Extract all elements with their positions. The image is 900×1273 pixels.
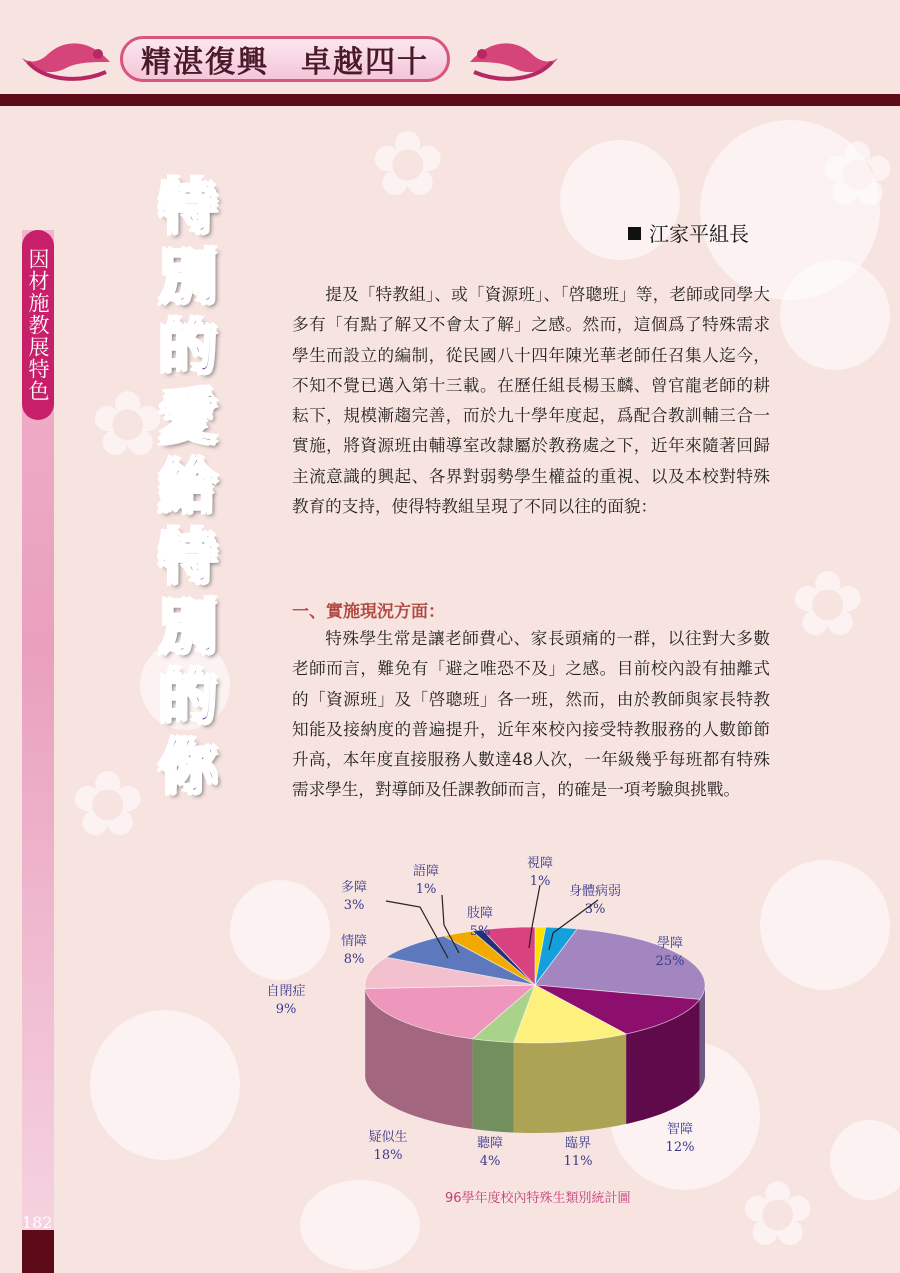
section-heading: 一、實施現況方面： (292, 602, 445, 622)
header-banner (120, 36, 450, 82)
phoenix-ornament-right (462, 32, 562, 86)
pie-pct-視障: 1% (529, 874, 551, 889)
pie-pct-情障: 8% (343, 952, 365, 967)
pie-pct-疑似生: 18% (373, 1148, 403, 1163)
chart-caption: 96學年度校內特殊生類別統計圖 (445, 1191, 631, 1206)
pie-label-自閉症: 自閉症 (266, 984, 306, 999)
title-char: 別 (158, 593, 217, 661)
pie-pct-多障: 3% (343, 898, 365, 913)
pie-label-疑似生: 疑似生 (368, 1130, 408, 1145)
pie-side-聽障 (472, 1039, 513, 1133)
pie-label-多障: 多障 (340, 880, 368, 895)
title-char: 的 (158, 663, 217, 731)
pie-pct-身體病弱: 3% (584, 902, 606, 917)
pie-label-臨界: 臨界 (564, 1136, 592, 1151)
pie-pct-臨界: 11% (563, 1154, 593, 1169)
pie-side-臨界 (514, 1034, 626, 1133)
pie-label-情障: 情障 (340, 934, 368, 949)
section-paragraph: 特殊學生常是讓老師費心、家長頭痛的一群，以往對大多數老師而言，難免有「避之唯恐不及」之感。目前校內設有抽離式的「資源班」及「啓聰班」各一班，然而，由於教師與家長特教知能及接納度的普遍提升，近年來校內接受特教服務的人數節節升高，本年度直接服務人數達48人次，一年級幾乎每班都有特殊需求學生，對導師及任課教師而言，的確是一項考驗與挑戰。 (292, 629, 770, 800)
pie-pct-肢障: 5% (469, 924, 491, 939)
phoenix-ornament-left (18, 32, 118, 86)
pie-label-身體病弱: 身體病弱 (568, 884, 622, 899)
pie-label-肢障: 肢障 (466, 906, 494, 921)
title-char: 愛 (158, 383, 217, 451)
article-title (148, 172, 228, 802)
pie-pct-自閉症: 9% (275, 1002, 297, 1017)
pie-label-學障: 學障 (656, 936, 684, 951)
page-number: 182 (22, 1213, 53, 1232)
author-line (628, 218, 749, 247)
footer-bar (22, 1230, 54, 1273)
page-background: ✿ ✿ ✿ ✿ ✿ ✿ (0, 0, 900, 1273)
page-header (0, 28, 900, 90)
intro-paragraph: 提及「特教組」、或「資源班」、「啓聰班」等，老師或同學大多有「有點了解又不會太了解」之感。然而，這個爲了特殊需求學生而設立的編制，從民國八十四年陳光華老師任召集人迄今，不知不覺已邁入第十三載。在歷任組長楊玉麟、曾官龍老師的耕耘下，規模漸趨完善，而於九十學年度起，爲配合教訓輔三合一實施，將資源班由輔導室改隸屬於教務處之下，近年來隨著回歸主流意識的興起、各界對弱勢學生權益的重視、以及本校對特殊教育的支持，使得特教組呈現了不同以往的面貌： (292, 285, 770, 517)
pie-pct-聽障: 4% (479, 1154, 501, 1169)
header-rule (0, 94, 900, 106)
title-char: 的 (158, 313, 217, 381)
pie-side-學障 (700, 985, 705, 1089)
title-char: 你 (158, 733, 217, 801)
square-bullet-icon (628, 227, 641, 240)
pie-chart (250, 855, 770, 1185)
pie-pct-語障: 1% (415, 882, 437, 897)
pie-label-智障: 智障 (666, 1122, 694, 1137)
pie-label-視障: 視障 (526, 856, 554, 871)
section-tab-label: 因材施教展特色 (26, 248, 50, 402)
pie-label-聽障: 聽障 (476, 1136, 504, 1151)
title-char: 特 (158, 173, 217, 241)
pie-pct-學障: 25% (655, 954, 685, 969)
author-name: 江家平組長 (649, 222, 749, 246)
pie-label-語障: 語障 (412, 864, 440, 879)
pie-pct-智障: 12% (665, 1140, 695, 1155)
header-title: 精湛復興 卓越四十 (141, 45, 429, 80)
title-char: 特 (158, 523, 217, 591)
title-char: 別 (158, 243, 217, 311)
title-char: 給 (158, 453, 217, 521)
section-tab (22, 230, 54, 420)
